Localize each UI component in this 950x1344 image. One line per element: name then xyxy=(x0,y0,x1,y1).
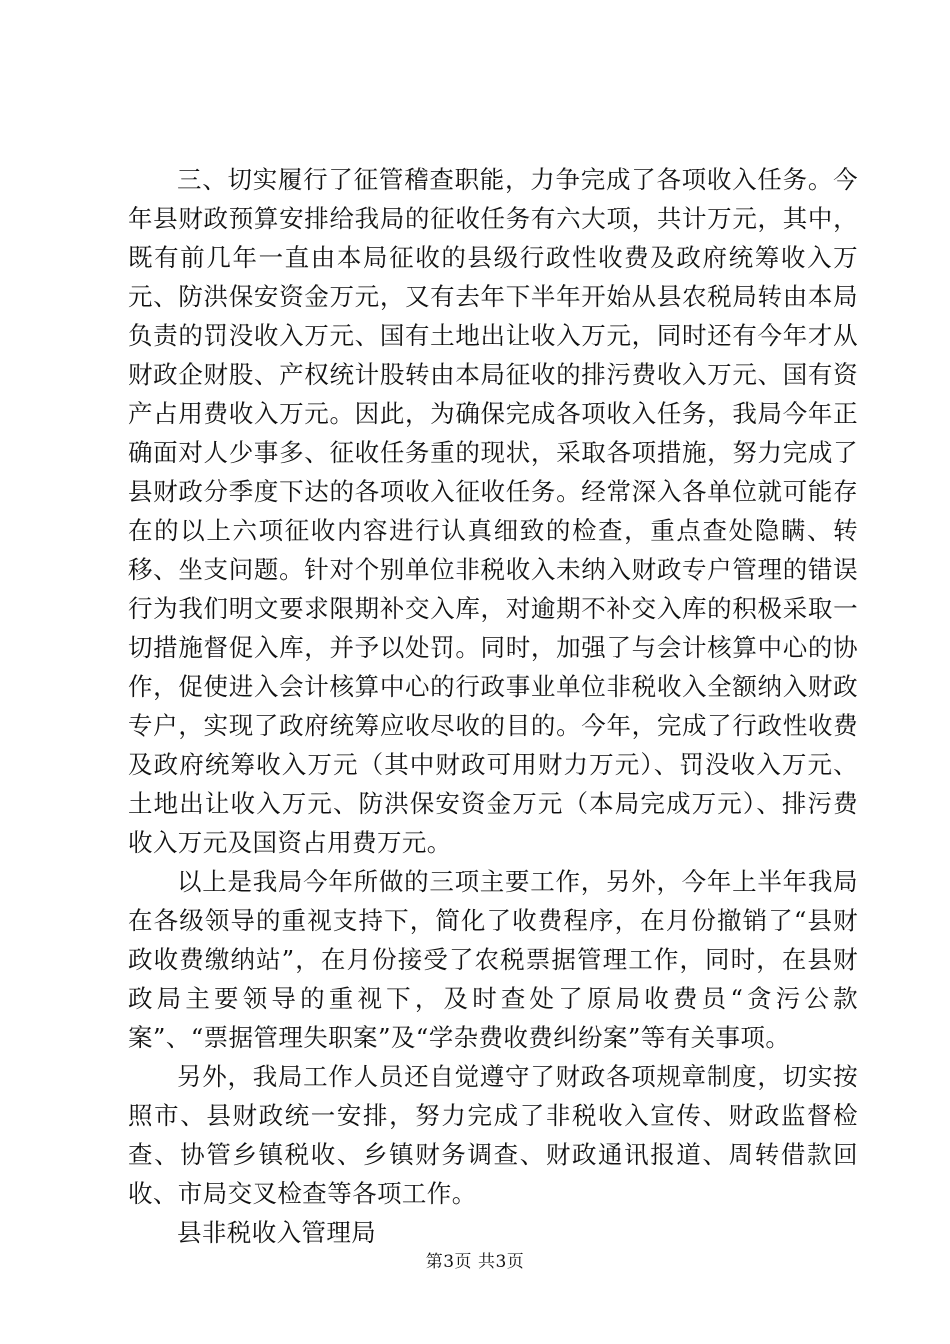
document-body xyxy=(128,160,858,1252)
signature-org-name: 县非税收入管理局 xyxy=(177,1218,377,1247)
page-number-footer: 第3页 共3页 xyxy=(425,1252,525,1272)
paragraph-other-work: 另外，我局工作人员还自觉遵守了财政各项规章制度，切实按照市、县财政统一安排，努力完成了非税收入宣传、财政监督检查、协管乡镇税收、乡镇财务调查、财政通讯报道、周转借款回收、市局交叉检查等各项工作。 xyxy=(128,1062,858,1208)
paragraph-main-work-summary: 以上是我局今年所做的三项主要工作，另外，今年上半年我局在各级领导的重视支持下，简化了收费程序，在月份撤销了“县财政收费缴纳站”，在月份接受了农税票据管理工作，同时，在县财政局主要领导的重视下，及时查处了原局收费员“贪污公款案”、“票据管理失职案”及“学杂费收费纠纷案”等有关事项。 xyxy=(128,867,858,1052)
paragraph-revenue-tasks: 三、切实履行了征管稽查职能，力争完成了各项收入任务。今年县财政预算安排给我局的征收任务有六大项，共计万元，其中，既有前几年一直由本局征收的县级行政性收费及政府统筹收入万元、防洪保安资金万元，又有去年下半年开始从县农税局转由本局负责的罚没收入万元、国有土地出让收入万元，同时还有今年才从财政企财股、产权统计股转由本局征收的排污费收入万元、国有资产占用费收入万元。因此，为确保完成各项收入任务，我局今年正确面对人少事多、征收任务重的现状，采取各项措施，努力完成了县财政分季度下达的各项收入征收任务。经常深入各单位就可能存在的以上六项征收内容进行认真细致的检查，重点查处隐瞒、转移、坐支问题。针对个别单位非税收入未纳入财政专户管理的错误行为我们明文要求限期补交入库，对逾期不补交入库的积极采取一切措施督促入库，并予以处罚。同时，加强了与会计核算中心的协作，促使进入会计核算中心的行政事业单位非税收入全额纳入财政专户，实现了政府统筹应收尽收的目的。今年，完成了行政性收费及政府统筹收入万元（其中财政可用财力万元）、罚没收入万元、土地出让收入万元、防洪保安资金万元（本局完成万元）、排污费收入万元及国资占用费万元。 xyxy=(128,165,858,857)
